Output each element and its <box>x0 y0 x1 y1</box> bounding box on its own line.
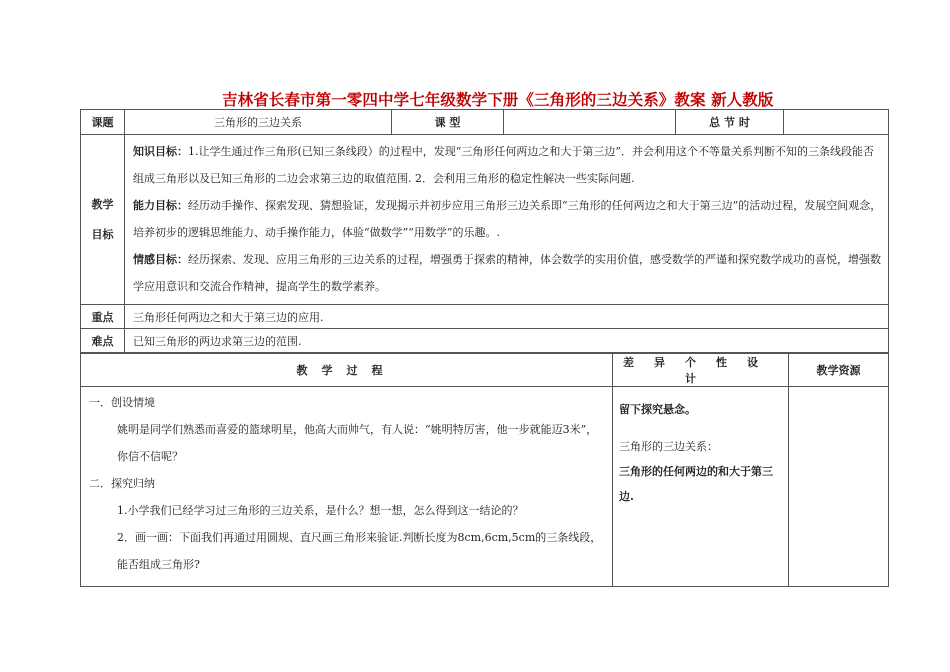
key-point-label: 重点 <box>81 305 125 329</box>
knowledge-label: 知识目标： <box>133 145 188 158</box>
difficulty-row <box>81 329 889 353</box>
process-header-row <box>81 354 889 387</box>
process-column-header: 教学过程 <box>81 354 613 387</box>
difficulty-label: 难点 <box>81 329 125 353</box>
type-value <box>504 110 676 135</box>
objectives-row <box>81 135 889 305</box>
topic-label: 课题 <box>81 110 125 135</box>
design-content <box>613 387 789 587</box>
section-2-item-1: 1.小学我们已经学习过三角形的三边关系，是什么？想一想，怎么得到这一结论的？ <box>117 504 524 517</box>
key-point-text: 三角形任何两边之和大于第三边的应用. <box>125 305 889 329</box>
hours-label: 总 节 时 <box>676 110 784 135</box>
design-column-header: 差异个性设计 <box>613 354 789 387</box>
design-note-1: 留下探究悬念。 <box>619 403 696 416</box>
key-point-row <box>81 305 889 329</box>
process-table <box>80 353 889 587</box>
knowledge-text: 1.让学生通过作三角形(已知三条线段）的过程中，发现“三角形任何两边之和大于第三边”．并会利用这个不等量关系判断不知的三条线段能否组成三角形以及已知三角形的二边会求第三边的取值范围. 2．会利用三角形的稳定性解决一些实际问题. <box>133 145 875 185</box>
type-label: 课 型 <box>392 110 504 135</box>
resources-column-header: 教学资源 <box>789 354 889 387</box>
topic-value: 三角形的三边关系 <box>125 110 392 135</box>
objectives-label-line1: 教学 <box>91 197 114 211</box>
design-note-3: 三角形的任何两边的和大于第三边. <box>619 465 773 503</box>
ability-objective <box>133 192 882 246</box>
hours-value <box>784 110 889 135</box>
ability-text: 经历动手操作、探索发现、猜想验证，发现揭示并初步应用三角形三边关系即“三角形的任何两边之和大于第三边”的活动过程，发展空间观念，培养初步的逻辑思维能力、动手操作能力，体验“做数学”“用数学”的乐趣。. <box>133 199 882 239</box>
section-1-heading: 一．创设情境 <box>89 396 155 409</box>
process-body-row <box>81 387 889 587</box>
emotion-text: 经历探索、发现、应用三角形的三边关系的过程，增强勇于探索的精神，体会数学的实用价值，感受数学的严谨和探究数学成功的喜悦，增强数学应用意识和交流合作精神，提高学生的数学素养。 <box>133 253 881 293</box>
section-2-item-2: 2．画一画：下面我们再通过用圆规、直尺画三角形来验证.判断长度为8cm,6cm,5cm的三条线段，能否组成三角形? <box>117 531 602 571</box>
design-note-2: 三角形的三边关系： <box>619 440 718 453</box>
lesson-info-table <box>80 109 889 353</box>
objectives-content <box>125 135 889 305</box>
resources-content <box>789 387 889 587</box>
process-content <box>81 387 613 587</box>
page-title: 吉林省长春市第一零四中学七年级数学下册《三角形的三边关系》教案 新人教版 <box>222 90 774 109</box>
difficulty-text: 已知三角形的两边求第三边的范围. <box>125 329 889 353</box>
topic-row <box>81 110 889 135</box>
section-1-text: 姚明是同学们熟悉而喜爱的篮球明星，他高大而帅气，有人说：“姚明特厉害，他一步就能迈3米”，你信不信呢？ <box>117 423 598 463</box>
emotion-label: 情感目标： <box>133 253 188 266</box>
emotion-objective <box>133 246 882 300</box>
objectives-label <box>81 135 125 305</box>
section-2-heading: 二．探究归纳 <box>89 477 155 490</box>
ability-label: 能力目标： <box>133 199 188 212</box>
objectives-label-line2: 目标 <box>91 227 114 241</box>
knowledge-objective <box>133 138 882 192</box>
